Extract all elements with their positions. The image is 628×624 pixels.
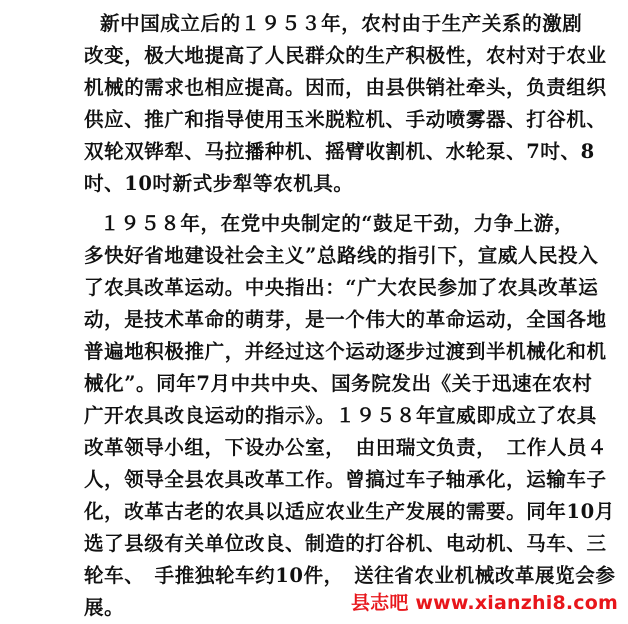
text-line-13: 广开农具改良运动的指示》。１９５８年宣威即成立了农具 (84, 404, 597, 427)
text-line-8: 多快好省地建设社会主义”总路线的指引下，宣威人民投入 (84, 244, 599, 267)
text-line-17: 选了县级有关单位改良、制造的打谷机、电动机、马车、三 (84, 532, 607, 555)
text-line-1: 新中国成立后的１９５３年，农村由于生产关系的激剧 (100, 12, 583, 35)
text-line-11: 普遍地积极推广，并经过这个运动逐步过渡到半机械化和机 (84, 340, 607, 363)
text-line-15: 人，领导全县农具改革工作。曾搞过车子轴承化，运输车子 (84, 468, 607, 491)
text-line-19: 展。 (84, 596, 125, 619)
text-line-7: １９５８年，在党中央制定的“鼓足干劲，力争上游， (100, 212, 575, 235)
text-line-12: 械化”。同年7月中共中央、国务院发出《关于迅速在农村 (84, 372, 593, 395)
text-line-18: 轮车、 手推独轮车约10件， 送往省农业机械改革展览会参 (84, 564, 616, 587)
text-line-5: 双轮双铧犁、马拉播种机、摇臂收割机、水轮泵、7吋、8 (84, 140, 595, 163)
text-line-14: 改革领导小组，下设办公室， 由田瑞文负责， 工作人员４ (84, 436, 608, 459)
text-line-6: 吋、10吋新式步犁等农机具。 (84, 172, 354, 195)
text-line-4: 供应、推广和指导使用玉米脱粒机、手动喷雾器、打谷机、 (84, 108, 607, 131)
text-line-2: 改变，极大地提高了人民群众的生产积极性，农村对于农业 (84, 44, 607, 67)
text-line-3: 机械的需求也相应提高。因而，由县供销社牵头，负责组织 (84, 76, 607, 99)
text-line-16: 化，改革古老的农具以适应农业生产发展的需要。同年10月 (84, 500, 615, 523)
text-line-10: 动，是技术革命的萌芽，是一个伟大的革命运动，全国各地 (84, 308, 607, 331)
text-line-9: 了农具改革运动。中央指出：“广大农民参加了农具改革运 (84, 276, 599, 299)
site-watermark: 县志吧 www.xianzhi8.com (350, 592, 618, 614)
